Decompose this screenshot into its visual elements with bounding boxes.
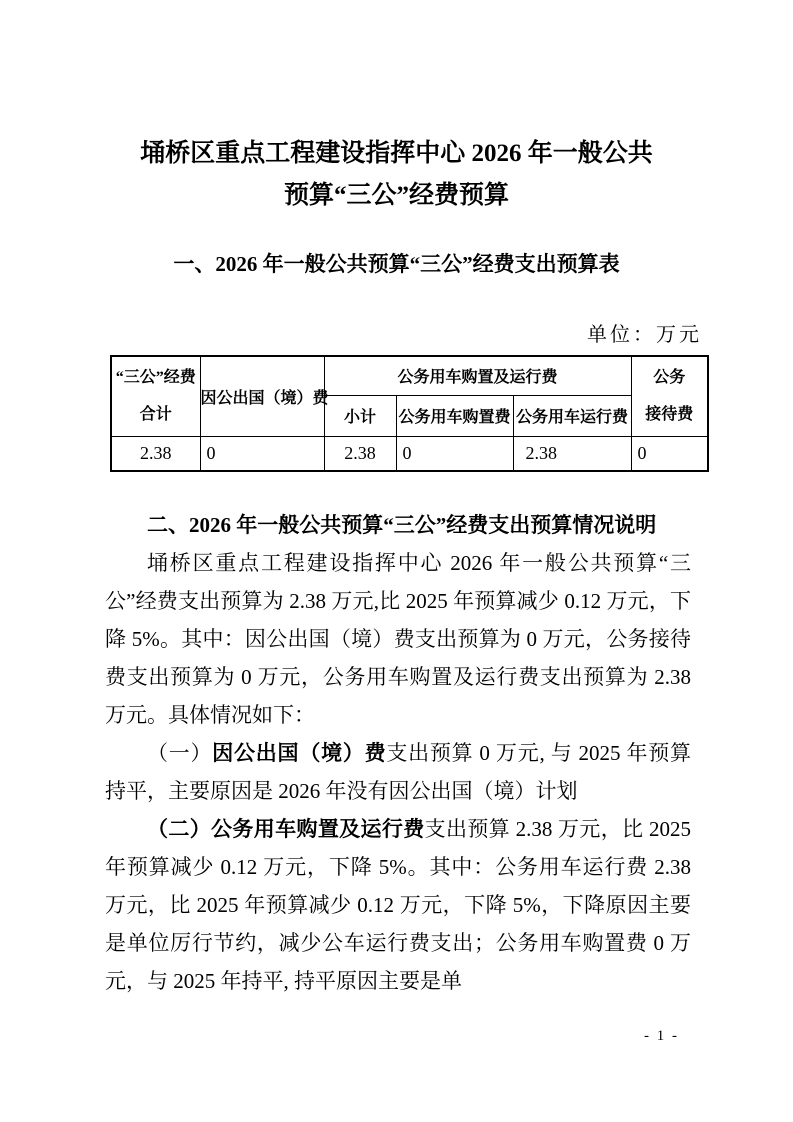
cell-vehicle-operation: 2.38 — [513, 436, 631, 471]
item1-text: 支出预算 0 万元, 与 2025 年预算持平，主要原因是 2026 年没有因公出国（境）计划 — [105, 741, 692, 803]
header-total-line2: 合计 — [139, 406, 172, 424]
item2-paragraph — [105, 810, 691, 1000]
header-vehicle-group: 公务用车购置及运行费 — [324, 356, 631, 395]
cell-vehicle-subtotal: 2.38 — [324, 436, 396, 471]
header-reception-line1: 公务 — [653, 369, 686, 387]
header-reception-line2: 接待费 — [645, 406, 694, 424]
cell-vehicle-purchase: 0 — [396, 436, 513, 471]
header-vehicle-purchase: 公务用车购置费 — [396, 395, 513, 436]
header-total-line1: “三公”经费 — [115, 369, 196, 387]
item2-lead: （二）公务用车购置及运行费 — [147, 817, 425, 841]
section2-heading: 二、2026 年一般公共预算“三公”经费支出预算情况说明 — [147, 513, 657, 537]
section1-heading: 一、2026 年一般公共预算“三公”经费支出预算表 — [173, 252, 620, 276]
header-abroad: 因公出国（境）费 — [200, 356, 324, 436]
document-title-line2: 预算“三公”经费预算 — [283, 182, 509, 209]
item1-lead: 因公出国（境）费 — [212, 741, 387, 765]
cell-total: 2.38 — [111, 436, 200, 471]
table-data-row — [111, 436, 708, 471]
item1-prefix: （一） — [147, 741, 213, 765]
cell-abroad: 0 — [200, 436, 324, 471]
three-public-budget-table — [110, 355, 709, 472]
header-vehicle-subtotal: 小计 — [324, 395, 396, 436]
overview-paragraph-text: 埇桥区重点工程建设指挥中心 2026 年一般公共预算“三公”经费支出预算为 2.38 万元,比 2025 年预算减少 0.12 万元，下降 5%。其中：因公出国（境）费支出预算为 0 万元，公务接待费支出预算为 0 万元，公务用车购置及运行费支出预算为 2.38 万元。具体情况如下： — [105, 551, 691, 727]
item2-text: 支出预算 2.38 万元，比 2025 年预算减少 0.12 万元，下降 5%。其中：公务用车运行费 2.38 万元，比 2025 年预算减少 0.12 万元，下降 5%，下降原因主要是单位厉行节约，减少公车运行费支出；公务用车购置费 0 万元，与 2025 年持平, 持平原因主要是单 — [105, 817, 692, 993]
cell-reception: 0 — [631, 436, 708, 471]
section2-body — [105, 506, 691, 1000]
document-title — [0, 133, 793, 217]
item1-paragraph — [105, 734, 691, 810]
document-title-line1: 埇桥区重点工程建设指挥中心 2026 年一般公共 — [140, 140, 653, 167]
page-number: - 1 - — [644, 1028, 679, 1044]
header-reception — [631, 356, 708, 436]
header-total — [111, 356, 200, 436]
table-header-row-1 — [111, 356, 708, 395]
header-vehicle-operation: 公务用车运行费 — [513, 395, 631, 436]
table-unit-label: 单位：万元 — [587, 324, 702, 346]
overview-paragraph — [105, 544, 691, 734]
